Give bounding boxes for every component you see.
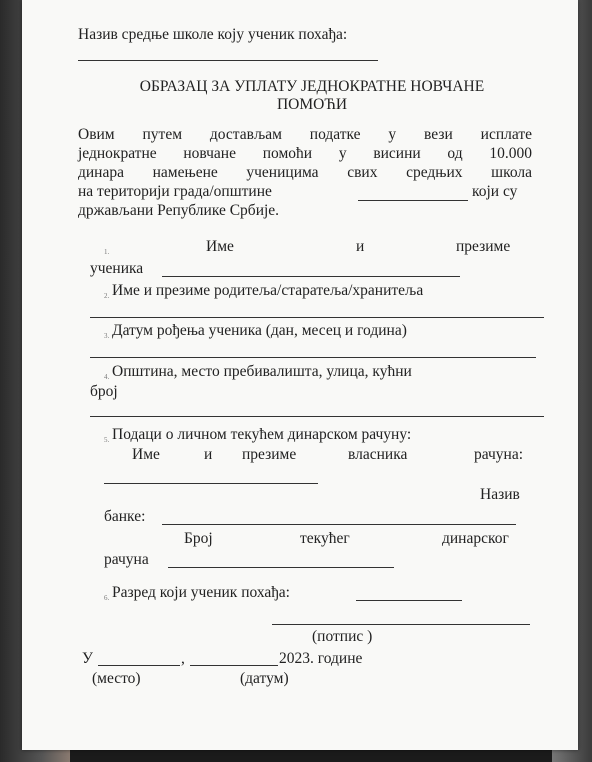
- intro-line-5: држављани Републике Србије.: [78, 202, 280, 219]
- place-caption: (место): [92, 670, 141, 687]
- grade-field[interactable]: [356, 600, 462, 601]
- item5-bank-label: Назив: [480, 486, 520, 503]
- item5-owner-word-4: власника: [348, 446, 408, 463]
- item5-acc-word-2: текућег: [300, 530, 350, 547]
- comma: ,: [181, 650, 185, 667]
- item6-label: Разред који ученик похађа:: [112, 584, 290, 601]
- account-owner-field[interactable]: [104, 483, 318, 484]
- item4-cont: број: [90, 383, 118, 400]
- place-prefix: У: [82, 650, 93, 667]
- item5-acc-word-1: Број: [184, 530, 213, 547]
- item1-word-2: и: [356, 238, 365, 255]
- intro-line-2: једнократне новчане помоћи у висини од 10.000: [78, 145, 532, 162]
- item1-cont: ученика: [90, 260, 144, 277]
- form-paper: [22, 0, 578, 750]
- city-field[interactable]: [358, 200, 468, 201]
- item5-acc-cont: рачуна: [104, 551, 149, 568]
- parent-name-field[interactable]: [90, 317, 544, 318]
- signature-caption: (потпис ): [312, 628, 373, 645]
- place-field[interactable]: [98, 665, 180, 666]
- intro-line-1: Овим путем достављам податке у вези исплате: [78, 126, 532, 143]
- item5-owner-word-3: презиме: [242, 446, 297, 463]
- form-title-line2: ПОМОЋИ: [276, 96, 348, 113]
- item5-acc-word-3: динарског: [442, 530, 509, 547]
- item1-word-3: презиме: [456, 238, 511, 255]
- item1-word-1: Име: [206, 238, 234, 255]
- date-field[interactable]: [190, 665, 278, 666]
- date-caption: (датум): [240, 670, 289, 687]
- signature-field[interactable]: [272, 624, 530, 625]
- item3-label: Датум рођења ученика (дан, месец и година): [112, 322, 407, 339]
- item4-label: Општина, место пребивалишта, улица, кућни: [112, 363, 412, 380]
- item5-owner-word-2: и: [204, 446, 213, 463]
- item5-label: Подаци о личном текућем динарском рачуну:: [112, 426, 412, 443]
- item1-number: 1.: [104, 248, 110, 256]
- item5-number: 5.: [104, 436, 110, 444]
- intro-line-4a: на територији града/општине: [78, 183, 272, 200]
- birthdate-field[interactable]: [90, 357, 536, 358]
- item4-number: 4.: [104, 373, 110, 381]
- account-number-field[interactable]: [168, 567, 394, 568]
- school-name-field[interactable]: [78, 60, 378, 61]
- item3-number: 3.: [104, 332, 110, 340]
- form-title-line1: ОБРАЗАЦ ЗА УПЛАТУ ЈЕДНОКРАТНЕ НОВЧАНЕ: [139, 78, 485, 95]
- address-field[interactable]: [90, 416, 544, 417]
- item5-owner-word-5: рачуна:: [474, 446, 524, 463]
- item2-label: Име и презиме родитеља/старатеља/хранитеља: [112, 282, 424, 299]
- year-suffix: 2023. године: [279, 650, 363, 667]
- item5-bank-cont: банке:: [104, 508, 146, 525]
- intro-line-3: динара намењене ученицима свих средњих школа: [78, 164, 532, 181]
- item2-number: 2.: [104, 292, 110, 300]
- bank-name-field[interactable]: [162, 524, 516, 525]
- school-label: Назив средње школе коју ученик похађа:: [78, 26, 348, 43]
- intro-line-4b: који су: [472, 183, 518, 200]
- item6-number: 6.: [104, 594, 110, 602]
- item5-owner-word-1: Име: [132, 446, 160, 463]
- student-name-field[interactable]: [162, 276, 460, 277]
